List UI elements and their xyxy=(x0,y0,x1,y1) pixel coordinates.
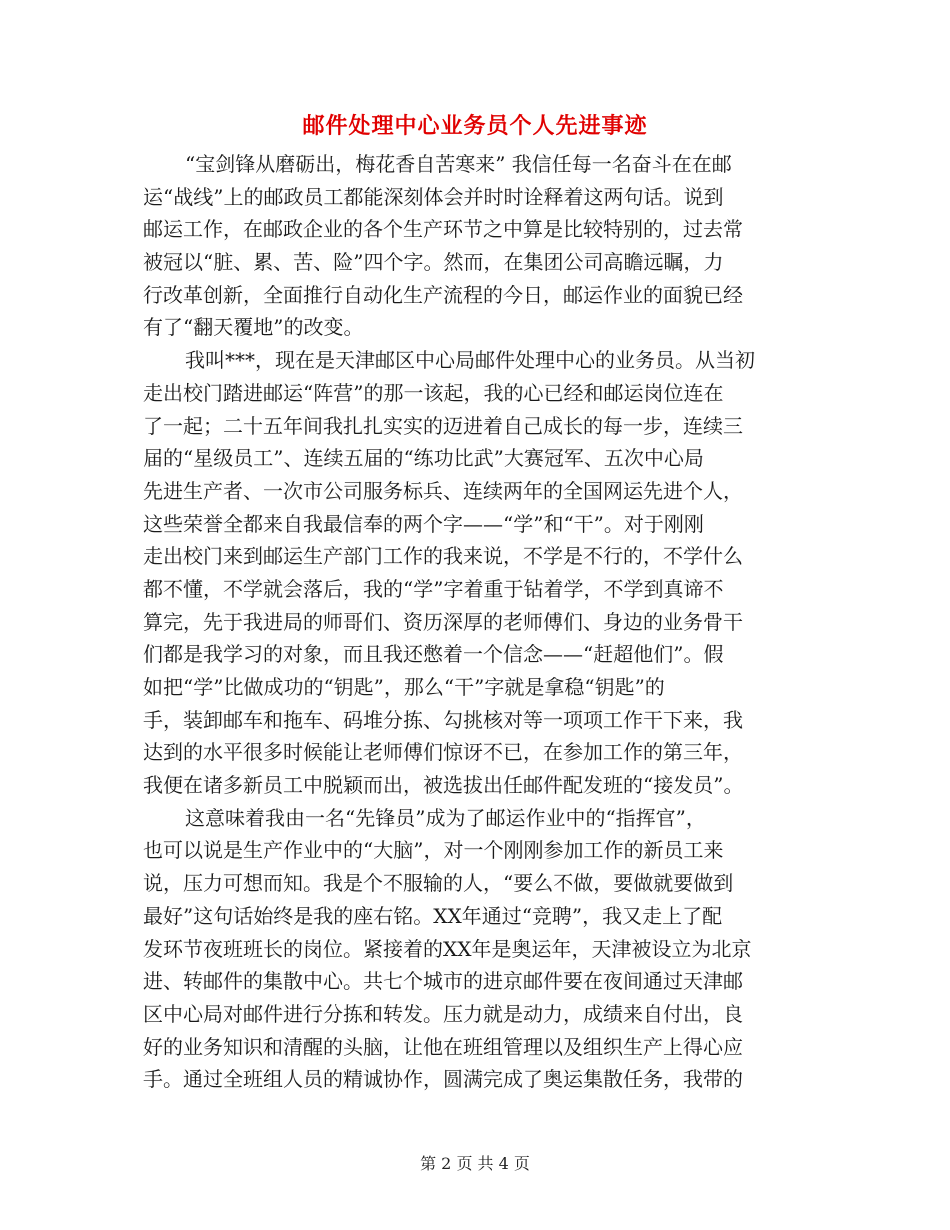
text-line: 这意味着我由一名“先锋员”成为了邮运作业中的“指挥官”， xyxy=(185,805,706,830)
text-line: 如把“学”比做成功的“钥匙”，那么“干”字就是拿稳“钥匙”的 xyxy=(143,675,665,699)
text-line: 发环节夜班班长的岗位。紧接着的XX年是奥运年，天津被设立为北京 xyxy=(143,936,752,961)
document-body xyxy=(143,148,807,1096)
text-line: 算完，先于我进局的师哥们、资历深厚的老师傅们、身边的业务骨干 xyxy=(143,609,743,634)
text-line: 区中心局对邮件进行分拣和转发。压力就是动力，成绩来自付出，良 xyxy=(143,1001,743,1026)
text-line: 进、转邮件的集散中心。共七个城市的进京邮件要在夜间通过天津邮 xyxy=(143,969,743,994)
document-title: 邮件处理中心业务员个人先进事迹 xyxy=(302,113,648,139)
text-line: 也可以说是生产作业中的“大脑”，对一个刚刚参加工作的新员工来 xyxy=(143,838,724,863)
text-line: 达到的水平很多时候能让老师傅们惊讶不已，在参加工作的第三年， xyxy=(143,740,743,765)
text-line: 说，压力可想而知。我是个不服输的人，“要么不做，要做就要做到 xyxy=(143,871,734,896)
text-line: 我便在诸多新员工中脱颖而出，被选拔出任邮件配发班的“接发员”。 xyxy=(143,773,744,798)
text-line: 都不懂，不学就会落后，我的“学”字着重于钻着学，不学到真谛不 xyxy=(143,576,724,601)
text-line: 了一起；二十五年间我扎扎实实的迈进着自己成长的每一步，连续三 xyxy=(143,413,743,438)
text-line: 们都是我学习的对象，而且我还憋着一个信念——“赶超他们”。假 xyxy=(143,642,724,667)
text-line: 最好”这句话始终是我的座右铭。XX年通过“竞聘”，我又走上了配 xyxy=(143,903,723,928)
text-line: 先进生产者、一次市公司服务标兵、连续两年的全国网运先进个人， xyxy=(143,478,743,503)
paragraph xyxy=(143,802,807,1096)
text-line: 走出校门踏进邮运“阵营”的那一该起，我的心已经和邮运岗位连在 xyxy=(143,380,724,405)
text-line: 运“战线”上的邮政员工都能深刻体会并时时诠释着这两句话。说到 xyxy=(143,184,724,209)
text-line: 走出校门来到邮运生产部门工作的我来说，不学是不行的，不学什么 xyxy=(143,544,743,569)
text-line: 手。通过全班组人员的精诚协作，圆满完成了奥运集散任务，我带的 xyxy=(143,1067,743,1092)
paragraph xyxy=(143,148,807,344)
text-line: 这些荣誉全都来自我最信奉的两个字——“学”和“干”。对于刚刚 xyxy=(143,511,704,536)
text-line: 我叫***，现在是天津邮区中心局邮件处理中心的业务员。从当初 xyxy=(185,348,755,373)
text-line: 邮运工作，在邮政企业的各个生产环节之中算是比较特别的，过去常 xyxy=(143,217,743,242)
text-line: 有了“翻天覆地”的改变。 xyxy=(143,315,364,340)
text-line: 手，装卸邮车和拖车、码堆分拣、勾挑核对等一项项工作干下来，我 xyxy=(143,707,743,732)
text-line: 届的“星级员工”、连续五届的“练功比武”大赛冠军、五次中心局 xyxy=(143,446,704,471)
paragraph xyxy=(143,344,807,802)
text-line: 行改革创新，全面推行自动化生产流程的今日，邮运作业的面貌已经 xyxy=(143,282,743,307)
page-number-footer: 第 2 页 共 4 页 xyxy=(420,1154,530,1173)
text-line: “宝剑锋从磨砺出，梅花香自苦寒来” 我信任每一名奋斗在在邮 xyxy=(185,152,732,176)
text-line: 好的业务知识和清醒的头脑，让他在班组管理以及组织生产上得心应 xyxy=(143,1034,743,1059)
text-line: 被冠以“脏、累、苦、险”四个字。然而，在集团公司高瞻远瞩，力 xyxy=(143,250,724,275)
